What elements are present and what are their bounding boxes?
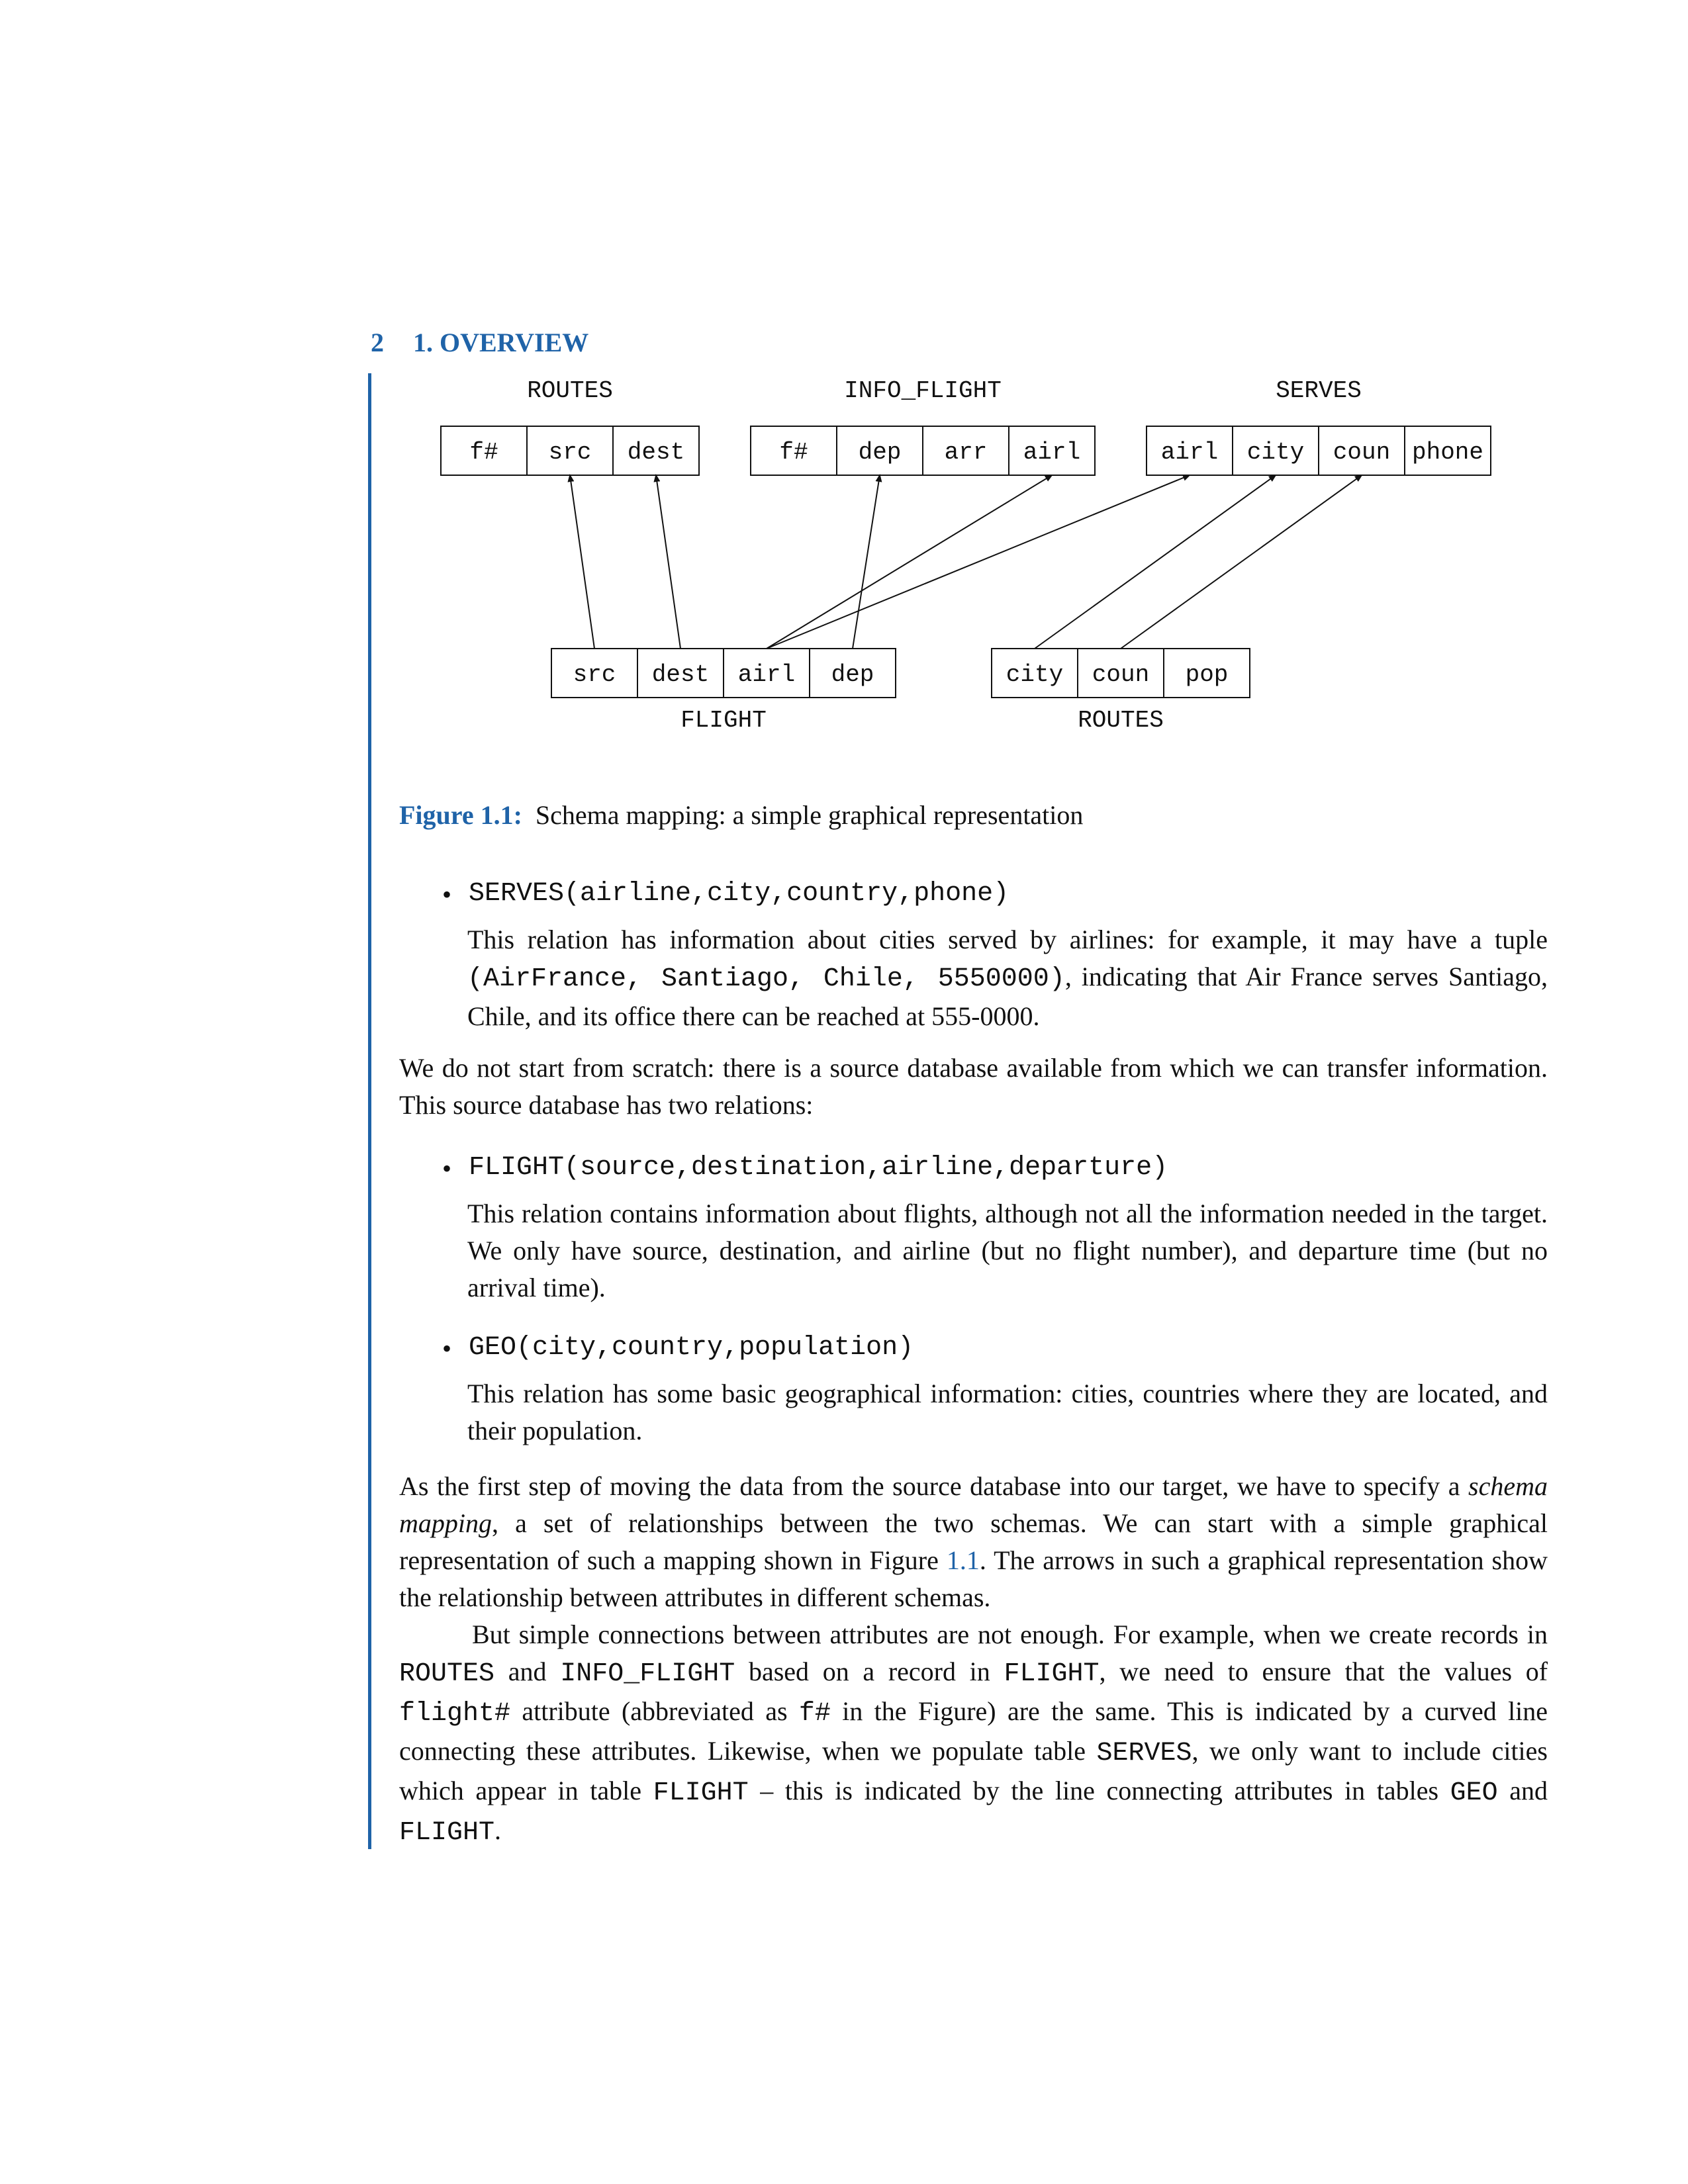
- running-header: [371, 327, 588, 358]
- source-attribute-flight-src: src: [573, 661, 616, 688]
- source-attribute-flight-airl: airl: [737, 661, 796, 688]
- target-table-name-info-flight: INFO_FLIGHT: [844, 377, 1002, 404]
- schema-mapping-figure: [397, 371, 1549, 754]
- target-attribute-serves-coun: coun: [1333, 439, 1391, 466]
- target-attribute-routes-f: f#: [469, 439, 498, 466]
- simple-text: and: [508, 1657, 547, 1686]
- bullet-dot: •: [442, 1334, 452, 1363]
- target-attribute-info-flight-arr: arr: [944, 439, 988, 466]
- target-attribute-info-flight-airl: airl: [1023, 439, 1081, 466]
- mapping-text-1: As the first step of moving the data from the source database into our target, we have to specify a: [399, 1471, 1460, 1501]
- mapping-paragraph: [399, 1468, 1548, 1616]
- target-table-name-serves: SERVES: [1276, 377, 1362, 404]
- source-attribute-routes-city: city: [1006, 661, 1064, 688]
- source-attribute-routes-coun: coun: [1092, 661, 1150, 688]
- mapping-arrow-dep: [853, 475, 880, 649]
- simple-text: in the Figure) are the same. This is indicated by a curved line connecting these attributes. Likewise, when we populate table: [399, 1696, 1548, 1766]
- code-flight: FLIGHT: [653, 1778, 749, 1808]
- bullet-dot: •: [442, 880, 452, 909]
- serves-desc-text-2: , indicating that Air France serves Santiago, Chile, and its office there can be reached at 555-0000.: [467, 962, 1548, 1031]
- simple-text: and: [1509, 1776, 1548, 1805]
- code-info-flight: INFO_FLIGHT: [560, 1659, 735, 1689]
- serves-desc-text: This relation has information about cities served by airlines: for example, it may have a tuple: [467, 925, 1548, 954]
- code-flight: FLIGHT: [1004, 1659, 1100, 1689]
- source-paragraph: We do not start from scratch: there is a source database available from which we can transfer information. This source database has two relations:: [399, 1053, 1548, 1120]
- target-attribute-routes-dest: dest: [627, 439, 685, 466]
- figure-caption-text: Schema mapping: a simple graphical representation: [535, 800, 1084, 830]
- section-title: 1. OVERVIEW: [413, 328, 589, 357]
- margin-bar: [368, 373, 371, 1849]
- page-number: 2: [371, 328, 384, 357]
- geo-description: This relation has some basic geographical information: cities, countries where they are located, and their population.: [467, 1379, 1548, 1445]
- mapping-arrow-airl-info: [767, 475, 1052, 649]
- target-attribute-serves-airl: airl: [1160, 439, 1219, 466]
- figure-diagram: [397, 371, 1549, 754]
- serves-signature: SERVES(airline,city,country,phone): [469, 879, 1009, 909]
- flight-description: This relation contains information about flights, although not all the information needed in the target. We only have source, destination, and airline (but no flight number), and departure time (but no arrival time).: [467, 1199, 1548, 1302]
- bullet-dot: •: [442, 1154, 452, 1183]
- target-attribute-serves-city: city: [1246, 439, 1305, 466]
- target-attribute-serves-phone: phone: [1411, 439, 1484, 466]
- source-attribute-flight-dest: dest: [651, 661, 710, 688]
- geo-signature: GEO(city,country,population): [469, 1333, 914, 1363]
- mapping-text-3: . The arrows in such a graphical representation show the relationship between attributes in different schemas.: [399, 1545, 1548, 1612]
- simple-text: based on a record in: [748, 1657, 990, 1686]
- mapping-emphasis: schema mapping: [399, 1471, 1548, 1538]
- source-table-name-flight: FLIGHT: [680, 707, 767, 734]
- simple-paragraph: [399, 1616, 1548, 1852]
- code-serves: SERVES: [1096, 1739, 1192, 1768]
- code-routes: ROUTES: [399, 1659, 495, 1689]
- code-flight-number: flight#: [399, 1699, 511, 1729]
- simple-text: , we need to ensure that the values of: [1099, 1657, 1548, 1686]
- mapping-text-2: , a set of relationships between the two schemas. We can start with a simple graphical representation of such a mapping shown in Figure: [399, 1508, 1548, 1575]
- mapping-arrow-src: [570, 475, 594, 649]
- code-geo: GEO: [1450, 1778, 1498, 1808]
- mapping-arrow-coun: [1121, 475, 1362, 649]
- serves-description: [467, 921, 1548, 1035]
- source-table-name-routes: ROUTES: [1078, 707, 1164, 734]
- figure-reference-link[interactable]: 1.1: [946, 1545, 980, 1575]
- simple-text: .: [494, 1815, 502, 1845]
- mapping-arrow-city: [1035, 475, 1276, 649]
- mapping-arrow-airl-serves: [767, 475, 1190, 649]
- target-attribute-info-flight-dep: dep: [858, 439, 902, 466]
- target-attribute-routes-src: src: [548, 439, 592, 466]
- source-attribute-routes-pop: pop: [1185, 661, 1229, 688]
- target-attribute-info-flight-f: f#: [779, 439, 808, 466]
- code-flight: FLIGHT: [399, 1818, 495, 1848]
- serves-desc-tuple: (AirFrance, Santiago, Chile, 5550000): [467, 964, 1065, 994]
- target-table-name-routes: ROUTES: [527, 377, 613, 404]
- figure-label: Figure 1.1:: [399, 800, 522, 830]
- simple-text: attribute (abbreviated as: [522, 1696, 788, 1726]
- code-f-number: f#: [798, 1699, 831, 1729]
- figure-caption: [399, 799, 1083, 831]
- flight-signature: FLIGHT(source,destination,airline,departure): [469, 1153, 1168, 1183]
- simple-text: – this is indicated by the line connecting attributes in tables: [760, 1776, 1439, 1805]
- source-attribute-flight-dep: dep: [831, 661, 874, 688]
- simple-text: But simple connections between attributes are not enough. For example, when we create records in: [472, 1619, 1548, 1649]
- simple-text: , we only want to include cities which appear in table: [399, 1736, 1548, 1805]
- mapping-arrow-dest: [656, 475, 680, 649]
